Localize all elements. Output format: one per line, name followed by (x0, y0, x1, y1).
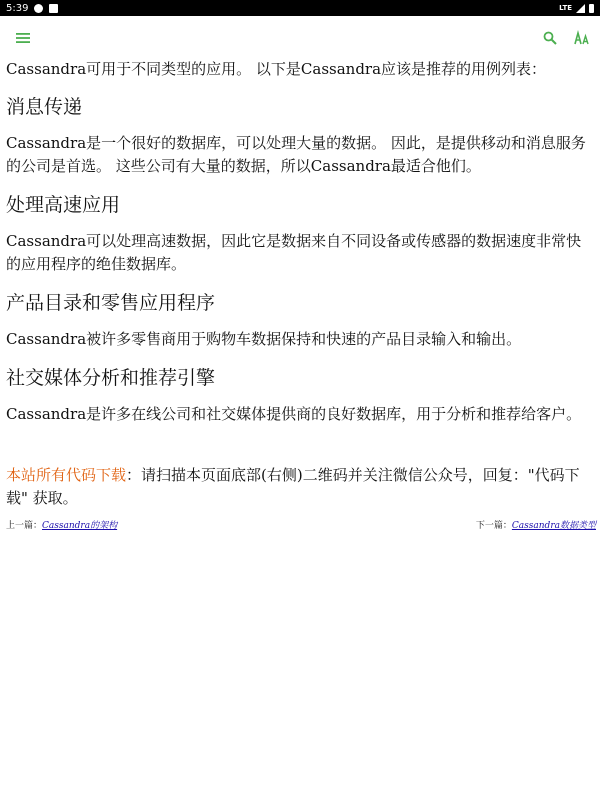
prev-label: 上一篇： (6, 521, 43, 531)
hamburger-menu-icon (16, 32, 30, 44)
battery-icon (589, 4, 594, 13)
sd-card-icon (49, 4, 58, 13)
next-label: 下一篇： (475, 521, 512, 531)
search-icon (543, 31, 557, 45)
signal-icon (576, 4, 585, 13)
prev-article (6, 520, 117, 532)
status-time: 5:39 (6, 2, 29, 14)
section-body: Cassandra是一个很好的数据库，可以处理大量的数据。 因此，是提供移动和消息服务的公司是首选。 这些公司有大量的数据，所以Cassandra最适合他们。 (6, 134, 586, 175)
search-button[interactable] (540, 28, 560, 48)
font-size-icon (574, 30, 590, 46)
status-bar (0, 0, 600, 16)
section-title: 产品目录和零售应用程序 (6, 292, 216, 314)
download-notice (6, 464, 596, 510)
article-pager (6, 520, 596, 532)
status-right (559, 4, 594, 13)
article-intro: Cassandra可用于不同类型的应用。 以下是Cassandra应该是推荐的用例列表： (6, 60, 547, 78)
section-title: 消息传递 (6, 96, 83, 118)
download-text: ：请扫描本页面底部(右侧)二维码并关注微信公众号，回复："代码下载" 获取。 (6, 466, 580, 507)
next-article-link[interactable]: Cassandra数据类型 (511, 521, 596, 531)
download-highlight: 本站所有代码下载 (6, 466, 127, 484)
section-body: Cassandra被许多零售商用于购物车数据保持和快速的产品目录输入和输出。 (6, 330, 522, 348)
section-title: 处理高速应用 (6, 194, 121, 216)
prev-article-link[interactable]: Cassandra的架构 (42, 521, 118, 531)
notification-icon (34, 4, 43, 13)
menu-button[interactable] (13, 28, 33, 48)
network-type: LTE (559, 4, 572, 12)
section-title: 社交媒体分析和推荐引擎 (6, 367, 216, 389)
article-content (6, 58, 596, 532)
app-toolbar (0, 16, 600, 58)
font-size-button[interactable] (572, 28, 592, 48)
next-article (476, 520, 596, 532)
section-body: Cassandra可以处理高速数据，因此它是数据来自不同设备或传感器的数据速度非常快的应用程序的绝佳数据库。 (6, 232, 582, 273)
section-body: Cassandra是许多在线公司和社交媒体提供商的良好数据库，用于分析和推荐给客户。 (6, 405, 582, 423)
status-left (6, 3, 58, 14)
